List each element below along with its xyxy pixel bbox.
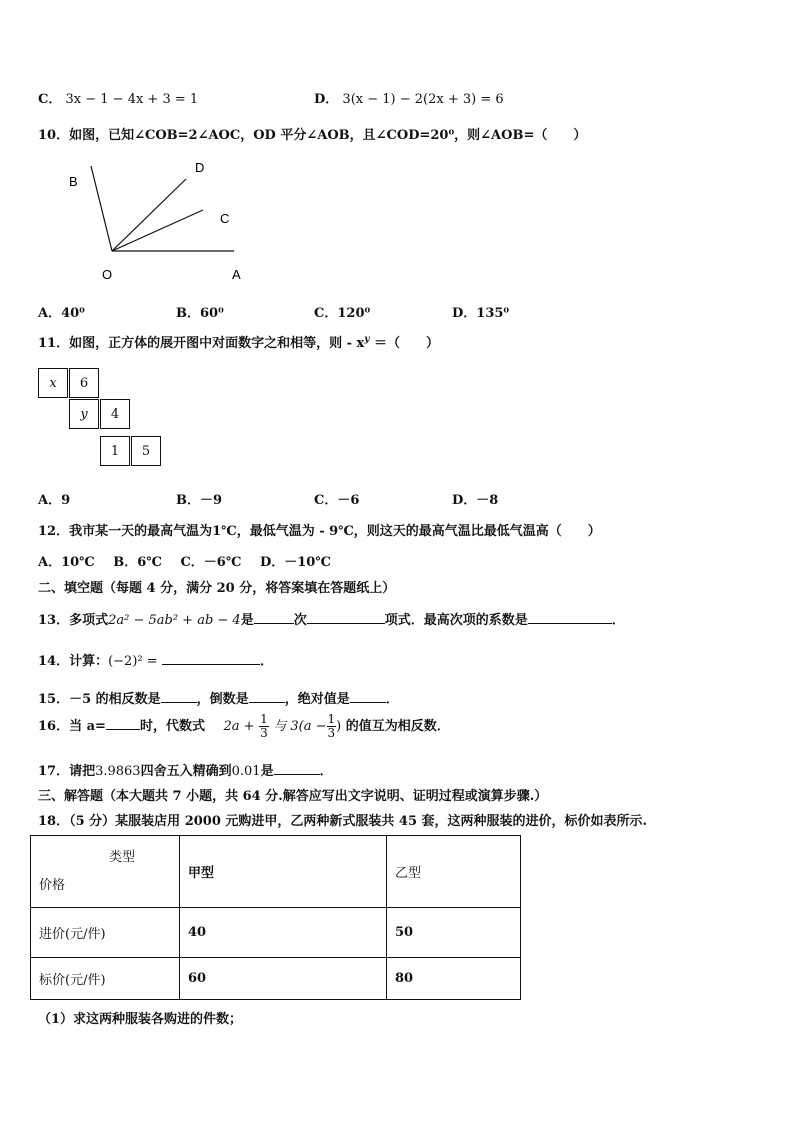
- q15-question: [38, 688, 399, 707]
- q12-option-c: C．－6℃: [180, 555, 242, 570]
- q11-option-d: D．－8: [452, 493, 499, 508]
- q15-blank-opposite[interactable]: [161, 690, 197, 703]
- q13-mid1: 是: [240, 613, 254, 628]
- q11-exponent: y: [364, 334, 370, 345]
- q13-blank-degree[interactable]: [254, 611, 294, 624]
- cube-net-cell: x: [38, 368, 68, 398]
- q14-blank[interactable]: [162, 652, 260, 665]
- q16-close-paren: ): [336, 719, 342, 734]
- section-solve-title: 三、解答题（本大题共 7 小题，共 64 分.解答应写出文字说明、证明过程或演算步骤.）: [38, 789, 548, 804]
- ray-ob: [91, 166, 112, 251]
- label-o: O: [102, 267, 113, 282]
- q18-subquestion-1: （1）求这两种服装各购进的件数；: [38, 1012, 243, 1027]
- q16-fraction-1: [259, 713, 269, 740]
- q17-mid2: 是: [260, 764, 274, 779]
- q15-blank-reciprocal[interactable]: [249, 690, 285, 703]
- table-header-a: 甲型: [180, 836, 387, 908]
- q16-end: 的值互为相反数．: [345, 719, 450, 734]
- label-c: C: [220, 211, 230, 226]
- q16-pre: 16．当 a=: [38, 719, 106, 734]
- q16-expression-1: 2a +: [223, 719, 255, 734]
- price-table: [30, 835, 521, 1000]
- q11-question-tail: ＝（ ）: [369, 336, 440, 351]
- cube-net-cell: 1: [100, 436, 130, 466]
- q10-question: 10．如图，已知∠COB=2∠AOC，OD 平分∠AOB，且∠COD=20⁰，则∠AOB=（ ）: [38, 128, 587, 143]
- table-row: [31, 908, 521, 958]
- q11-question-text: 11．如图，正方体的展开图中对面数字之和相等，则 - x: [38, 336, 365, 351]
- q11-option-a: A．9: [38, 493, 71, 508]
- q10-option-c: C．120⁰: [314, 306, 371, 321]
- q9-option-d-equation: 3(x − 1) − 2(2x + 3) = 6: [342, 92, 504, 107]
- q17-question: [38, 760, 333, 779]
- label-d: D: [195, 160, 205, 175]
- table-cell: 50: [387, 908, 521, 958]
- q15-pre: 15．－5 的相反数是: [38, 692, 161, 707]
- q14-question: [38, 650, 273, 669]
- q18-question: 18．（5 分）某服装店用 2000 元购进甲，乙两种新式服装共 45 套，这两种服装的进价，标价如表所示.: [38, 814, 648, 829]
- q15-mid2: ，绝对值是: [284, 692, 350, 707]
- q12-options: [38, 551, 331, 570]
- q16-fraction-1-numerator: 1: [260, 712, 268, 726]
- q13-blank-coefficient[interactable]: [528, 611, 612, 624]
- q16-fraction-2: [327, 713, 337, 740]
- q15-end: ．: [385, 692, 399, 707]
- q16-question: [38, 712, 450, 742]
- cube-net-cell: y: [69, 399, 99, 429]
- q13-mid2: 次: [293, 613, 307, 628]
- table-cell: 40: [180, 908, 387, 958]
- cube-net-cell: 4: [100, 399, 130, 429]
- q17-pre: 17．请把: [38, 764, 96, 779]
- table-header-b: 乙型: [387, 836, 521, 908]
- q17-precision: 0.01: [231, 764, 261, 779]
- q14-pre: 14．计算：: [38, 654, 109, 669]
- q9-option-d: [314, 88, 504, 107]
- q13-polynomial: 2a² − 5ab² + ab − 4: [108, 613, 241, 628]
- q10-option-d: D．135⁰: [452, 306, 510, 321]
- q11-option-c: C．－6: [314, 493, 360, 508]
- q11-option-b: B．－9: [176, 493, 223, 508]
- q13-mid3: 项式．最高次项的系数是: [384, 613, 528, 628]
- table-cell: 60: [180, 958, 387, 1000]
- q17-number: 3.9863: [95, 764, 141, 779]
- q13-end: ．: [611, 613, 625, 628]
- cube-net-cell: 5: [131, 436, 161, 466]
- q17-mid: 四舍五入精确到: [140, 764, 232, 779]
- q13-pre: 13．多项式: [38, 613, 109, 628]
- q10-option-a: A．40⁰: [38, 306, 85, 321]
- q11-question: [38, 332, 439, 351]
- q17-end: ．: [319, 764, 333, 779]
- section-fill-in-title: 二、填空题（每题 4 分，满分 20 分，将答案填在答题纸上）: [38, 581, 396, 596]
- table-corner-bottom: 价格: [39, 877, 66, 893]
- cube-net-cell: 6: [69, 368, 99, 398]
- table-row: [31, 958, 521, 1000]
- ray-od: [112, 179, 186, 251]
- q9-option-d-label: D．: [314, 92, 339, 107]
- ray-oc: [112, 210, 203, 251]
- q9-option-c: [38, 88, 198, 107]
- q12-option-b: B．6℃: [113, 555, 162, 570]
- label-b: B: [69, 174, 78, 189]
- table-corner-cell: [31, 836, 180, 908]
- q10-angle-figure: [60, 150, 280, 290]
- table-row-label: 标价(元/件): [31, 958, 180, 1000]
- table-corner-top: 类型: [109, 849, 136, 865]
- q16-blank[interactable]: [106, 717, 140, 730]
- q13-blank-terms[interactable]: [307, 611, 385, 624]
- q15-blank-absolute[interactable]: [350, 690, 386, 703]
- q16-expression-2: 与 3(a −: [273, 719, 327, 734]
- q14-expression: (−2)² =: [108, 654, 158, 669]
- table-cell: 80: [387, 958, 521, 1000]
- q15-mid1: ，倒数是: [196, 692, 249, 707]
- q14-end: ．: [260, 654, 274, 669]
- q16-fraction-2-denominator: 3: [327, 726, 336, 740]
- q9-option-c-label: C．: [38, 92, 62, 107]
- q9-option-c-equation: 3x − 1 − 4x + 3 = 1: [65, 92, 199, 107]
- label-a: A: [232, 267, 241, 282]
- q17-blank[interactable]: [274, 762, 320, 775]
- q16-fraction-2-numerator: 1: [327, 712, 336, 726]
- q16-mid1: 时，代数式: [139, 719, 205, 734]
- q16-fraction-1-denominator: 3: [260, 726, 268, 740]
- q10-option-b: B．60⁰: [176, 306, 224, 321]
- table-row-label: 进价(元/件): [31, 908, 180, 958]
- q12-option-a: A．10℃: [38, 555, 95, 570]
- q12-option-d: D．－10℃: [259, 555, 331, 570]
- q13-question: [38, 609, 625, 628]
- q12-question: 12．我市某一天的最高气温为1℃，最低气温为 - 9℃，则这天的最高气温比最低气温高（ ）: [38, 524, 601, 539]
